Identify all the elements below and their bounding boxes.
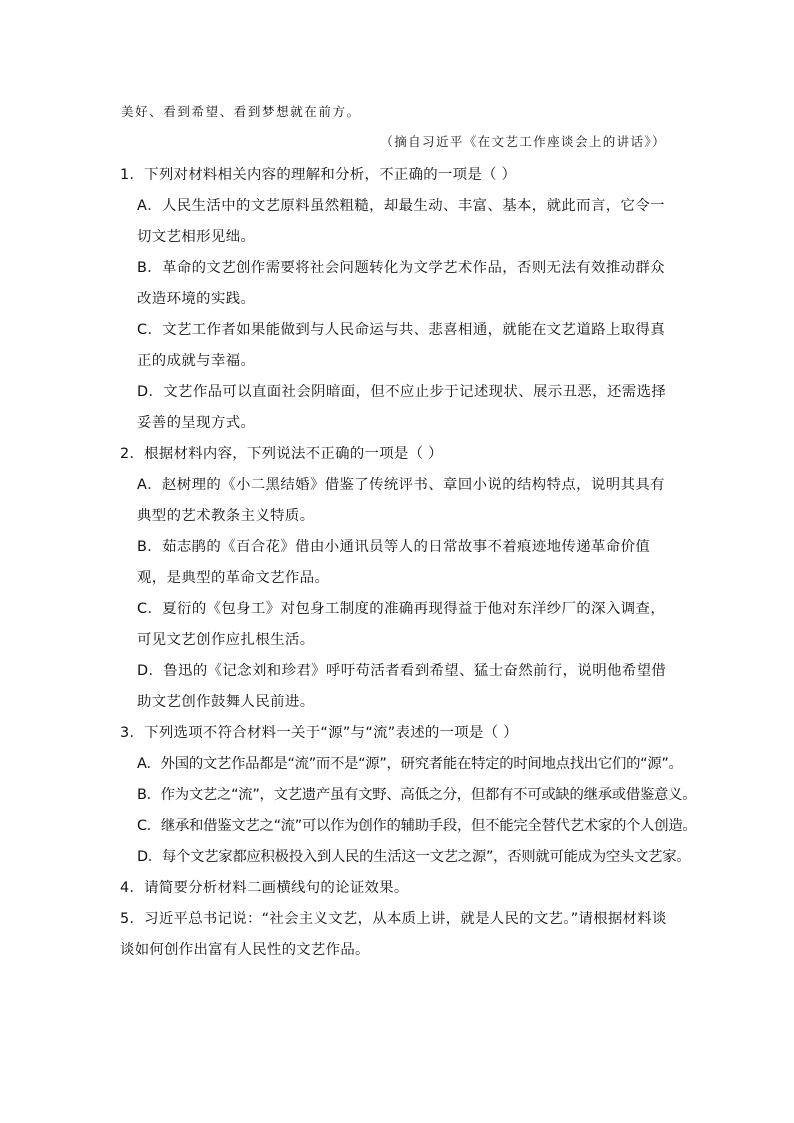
option-a: A．外国的文艺作品都是“流”而不是“源”，研究者能在特定的时间地点找出它们的“源”。 bbox=[137, 756, 683, 772]
question-3 bbox=[120, 718, 697, 873]
question-stem: 3．下列选项不符合材料一关于“源”与“流”表述的一项是（ ） bbox=[120, 725, 518, 741]
option-a: A．人民生活中的文艺原料虽然粗糙，却最生动、丰富、基本，就此而言，它令一切文艺相形见绌。 bbox=[137, 198, 665, 245]
option-d: D．鲁迅的《记念刘和珍君》呼吁苟活者看到希望、猛士奋然前行，说明他希望借助文艺创作鼓舞人民前进。 bbox=[137, 663, 667, 710]
question-stem: 2．根据材料内容，下列说法不正确的一项是（ ） bbox=[120, 446, 443, 462]
option-a: A．赵树理的《小二黑结婚》借鉴了传统评书、章回小说的结构特点，说明其具有典型的艺术教条主义特质。 bbox=[137, 477, 665, 524]
question-4 bbox=[120, 873, 672, 904]
option-d: D．文艺作品可以直面社会阴暗面，但不应止步于记述现状、展示丑恶，还需选择妥善的呈现方式。 bbox=[137, 384, 667, 431]
question-5 bbox=[120, 904, 672, 966]
question-stem: 1．下列对材料相关内容的理解和分析，不正确的一项是（ ） bbox=[120, 167, 517, 183]
option-b: B．茹志鹃的《百合花》借由小通讯员等人的日常故事不着痕迹地传递革命价值观，是典型的革命文艺作品。 bbox=[137, 539, 651, 586]
source-citation: （摘自习近平《在文艺工作座谈会上的讲话》） bbox=[380, 134, 666, 149]
question-stem: 4．请简要分析材料二画横线句的论证效果。 bbox=[120, 880, 409, 896]
question-list bbox=[120, 160, 697, 966]
option-b: B．革命的文艺创作需要将社会问题转化为文学艺术作品，否则无法有效推动群众改造环境的实践。 bbox=[137, 260, 665, 307]
option-c: C．继承和借鉴文艺之“流”可以作为创作的辅助手段，但不能完全替代艺术家的个人创造。 bbox=[137, 818, 697, 834]
question-stem: 5．习近平总书记说：“社会主义文艺，从本质上讲，就是人民的文艺。”请根据材料谈谈如何创作出富有人民性的文艺作品。 bbox=[120, 911, 667, 958]
option-b: B．作为文艺之“流”，文艺遗产虽有文野、高低之分，但都有不可或缺的继承或借鉴意义。 bbox=[137, 787, 697, 803]
question-1 bbox=[120, 160, 672, 439]
option-c: C．夏衍的《包身工》对包身工制度的准确再现得益于他对东洋纱厂的深入调查，可见文艺创作应扎根生活。 bbox=[137, 601, 666, 648]
intro-line: 美好、看到希望、看到梦想就在前方。 bbox=[121, 104, 361, 119]
option-c: C．文艺工作者如果能做到与人民命运与共、悲喜相通，就能在文艺道路上取得真正的成就与幸福。 bbox=[137, 322, 666, 369]
option-d: D．每个文艺家都应积极投入到人民的生活这一文艺之源”，否则就可能成为空头文艺家。 bbox=[137, 849, 691, 865]
question-2 bbox=[120, 439, 672, 718]
